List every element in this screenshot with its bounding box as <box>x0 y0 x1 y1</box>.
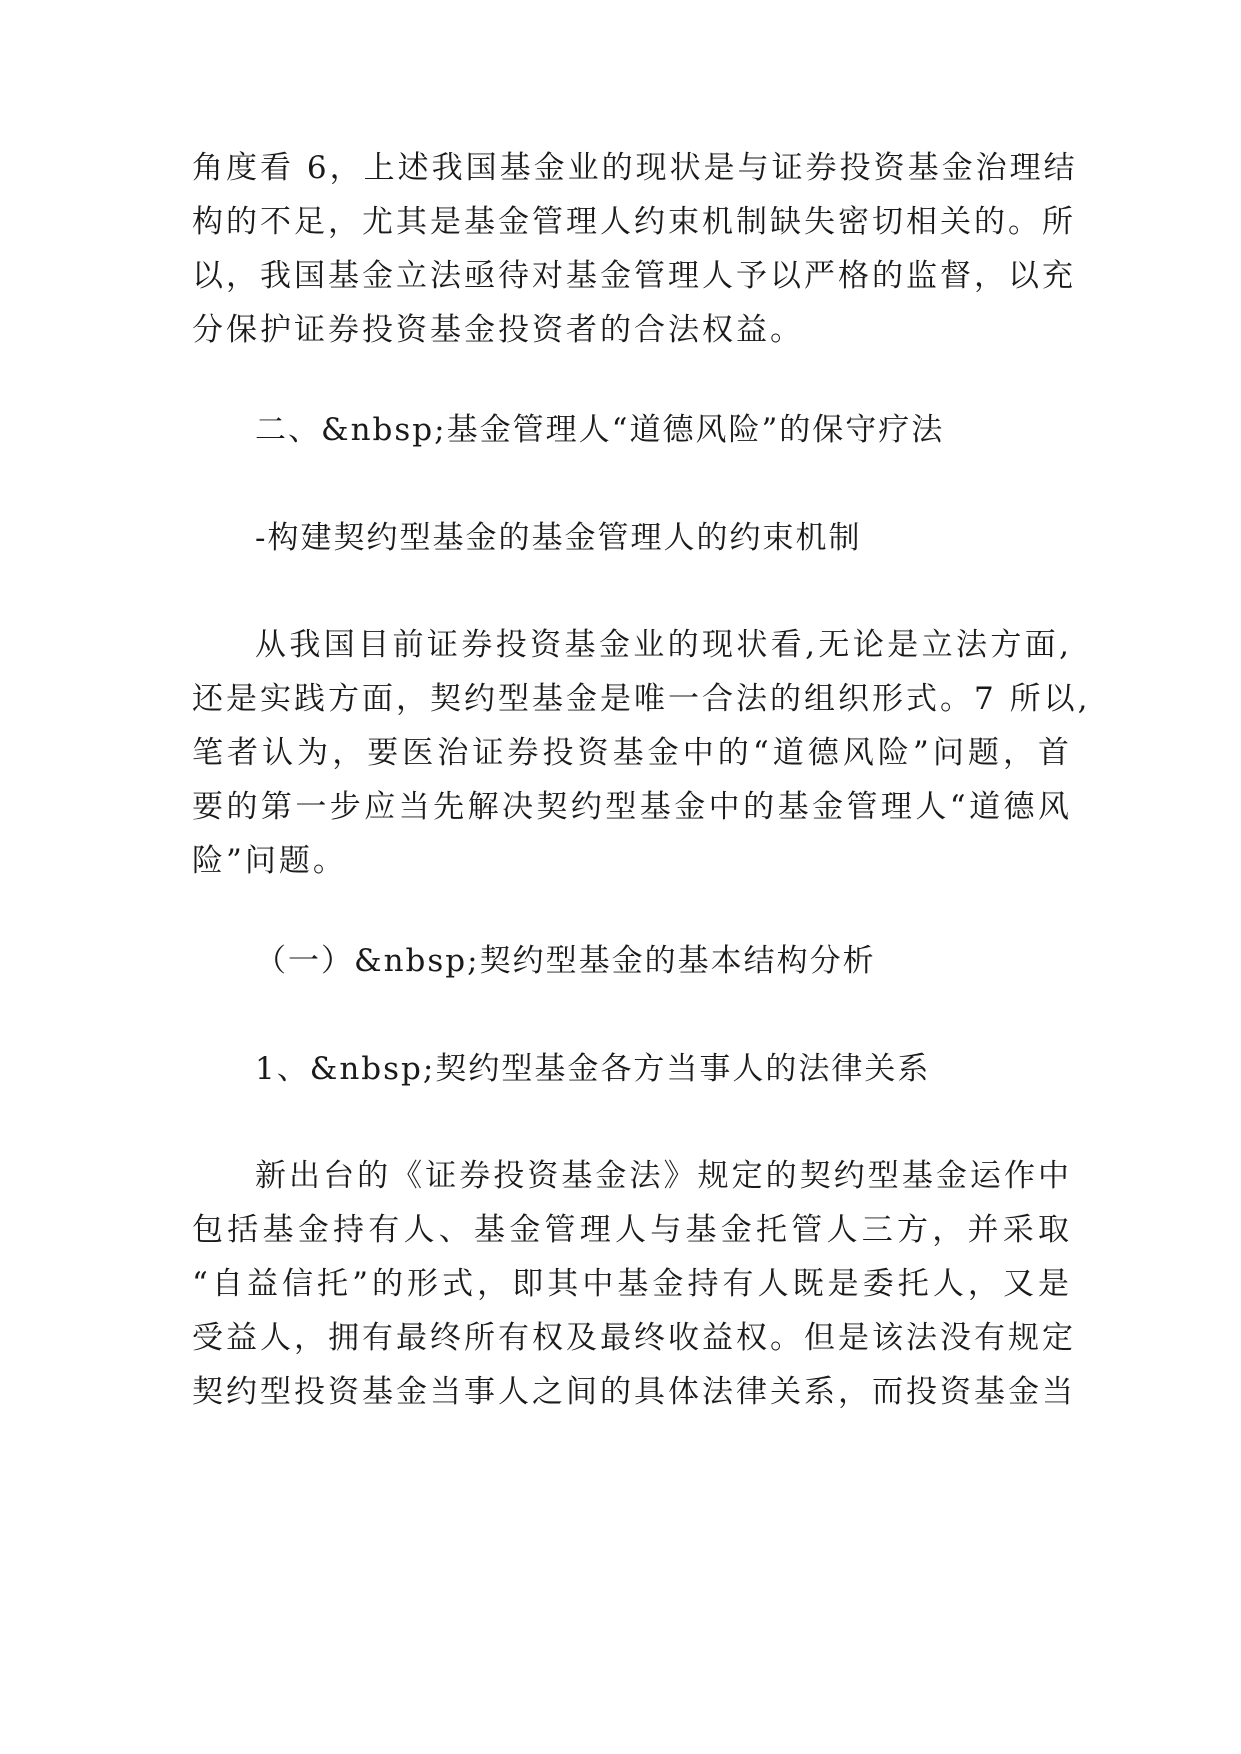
paragraph-3-line-4: 受益人，拥有最终所有权及最终收益权。但是该法没有规定 <box>192 1320 1076 1356</box>
paragraph-1-line-4: 分保护证券投资基金投资者的合法权益。 <box>192 312 804 348</box>
paragraph-3-line-5: 契约型投资基金当事人之间的具体法律关系，而投资基金当 <box>192 1374 1076 1410</box>
section-heading-2: 二、&nbsp;基金管理人“道德风险”的保守疗法 <box>255 412 945 448</box>
paragraph-3-line-3: “自益信托”的形式，即其中基金持有人既是委托人，又是 <box>192 1266 1072 1302</box>
paragraph-2-line-3: 笔者认为，要医治证券投资基金中的“道德风险”问题，首 <box>192 735 1072 771</box>
paragraph-2-line-2: 还是实践方面，契约型基金是唯一合法的组织形式。7 所以, <box>192 681 1091 717</box>
paragraph-1-line-3: 以，我国基金立法亟待对基金管理人予以严格的监督，以充 <box>192 258 1076 294</box>
paragraph-3-line-2: 包括基金持有人、基金管理人与基金托管人三方，并采取 <box>192 1212 1072 1248</box>
subsection-heading-1: （一）&nbsp;契约型基金的基本结构分析 <box>255 943 876 979</box>
paragraph-2-line-1: 从我国目前证券投资基金业的现状看,无论是立法方面, <box>255 627 1072 663</box>
section-subheading: -构建契约型基金的基金管理人的约束机制 <box>255 520 862 556</box>
paragraph-1-line-2: 构的不足，尤其是基金管理人约束机制缺失密切相关的。所 <box>192 204 1076 240</box>
paragraph-1-line-1: 角度看 6，上述我国基金业的现状是与证券投资基金治理结 <box>192 150 1078 186</box>
paragraph-2-line-5: 险”问题。 <box>192 843 347 879</box>
paragraph-3-line-1: 新出台的《证券投资基金法》规定的契约型基金运作中 <box>255 1158 1072 1194</box>
subsection-heading-1-1: 1、&nbsp;契约型基金各方当事人的法律关系 <box>255 1051 931 1087</box>
paragraph-2-line-4: 要的第一步应当先解决契约型基金中的基金管理人“道德风 <box>192 789 1072 825</box>
